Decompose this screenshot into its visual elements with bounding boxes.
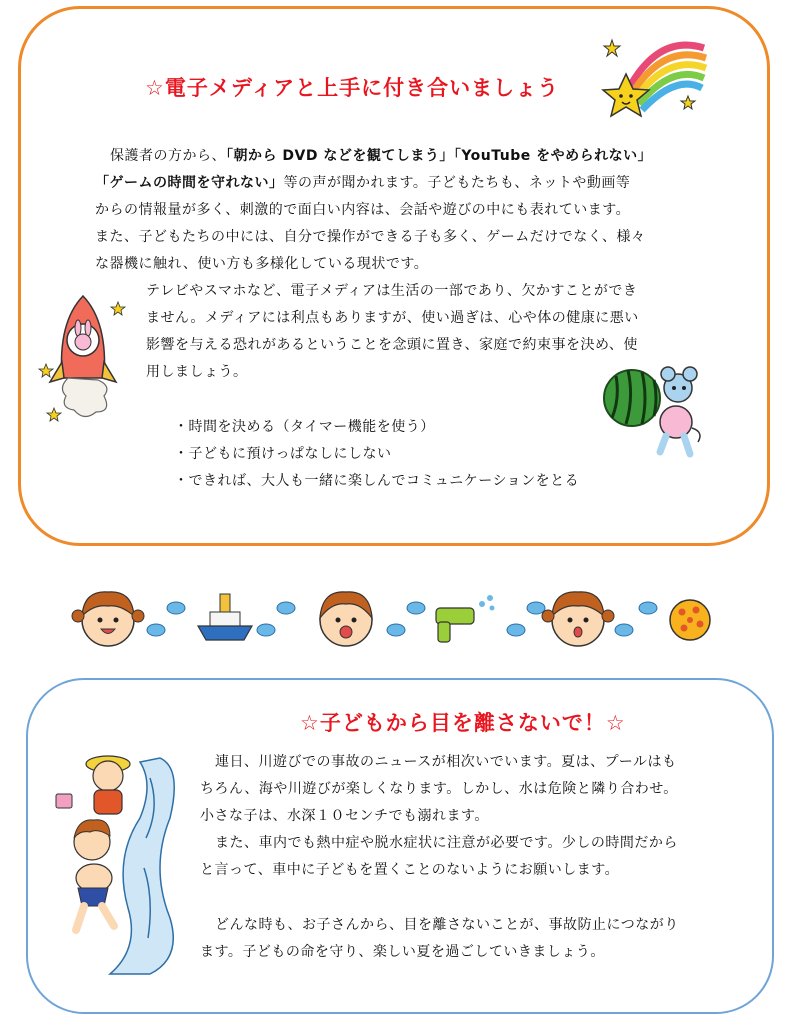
mouse-watermelon-icon [598,362,708,462]
media-para1-line2: 「ゲームの時間を守れない」等の声が聞かれます。子どもたちも、ネットや動画等 [95,175,631,191]
safety-line: どんな時も、お子さんから、目を離さないことが、事故防止につながり [215,917,679,933]
ball-icon [670,600,710,640]
safety-line: と言って、車中に子どもを置くことのないようにお願いします。 [200,862,620,878]
media-para2-line2: ません。メディアには利点もありますが、使い過ぎは、心や体の健康に悪い [146,310,639,326]
safety-line: ちろん、海や川遊びが楽しくなります。しかし、水は危険と隣り合わせ。 [200,781,678,797]
safety-line: ます。子どもの命を守り、楽しい夏を過ごしていきましょう。 [200,944,605,960]
media-para2-line3: 影響を与える恐れがあるということを念頭に置き、家庭で約束事を決め、使 [146,337,638,353]
safety-line: 連日、川遊びでの事故のニュースが相次いでいます。夏は、プールはも [215,754,677,770]
media-para2-line1: テレビやスマホなど、電子メディアは生活の一部であり、欠かすことができ [146,283,638,299]
rabbit-rocket-icon [38,292,130,428]
bullet-item: ・時間を決める（タイマー機能を使う） [174,419,435,435]
media-para2-line4: 用しましょう。 [146,364,248,380]
children-river-icon [50,748,200,978]
media-para1-line3: からの情報量が多く、刺激的で面白い内容は、会話や遊びの中にも表れています。 [95,202,631,218]
girl-face-icon [542,592,614,646]
boy-face-icon [320,592,372,646]
media-para1-line1: 保護者の方から、「朝から DVD などを観てしまう」「YouTube をやめられない」 [110,148,653,164]
toy-boat-icon [198,594,252,640]
decorative-divider [70,582,720,652]
shooting-star-icon [600,34,710,124]
safety-line: 小さな子は、水深１０センチでも溺れます。 [200,808,489,824]
girl-face-icon [72,592,144,646]
safety-line: また、車内でも熱中症や脱水症状に注意が必要です。少しの時間だから [215,835,678,851]
media-section-title: ☆電子メディアと上手に付き合いましょう [145,76,560,100]
water-gun-icon [436,595,495,642]
bullet-item: ・子どもに預けっぱなしにしない [174,446,392,462]
media-para1-line5: な器機に触れ、使い方も多様化している現状です。 [95,256,429,272]
bullet-item: ・できれば、大人も一緒に楽しんでコミュニケーションをとる [174,473,580,489]
media-para1-line4: また、子どもたちの中には、自分で操作ができる子も多く、ゲームだけでなく、様々 [95,229,646,245]
water-safety-section-title: ☆子どもから目を離さないで！☆ [300,711,626,735]
